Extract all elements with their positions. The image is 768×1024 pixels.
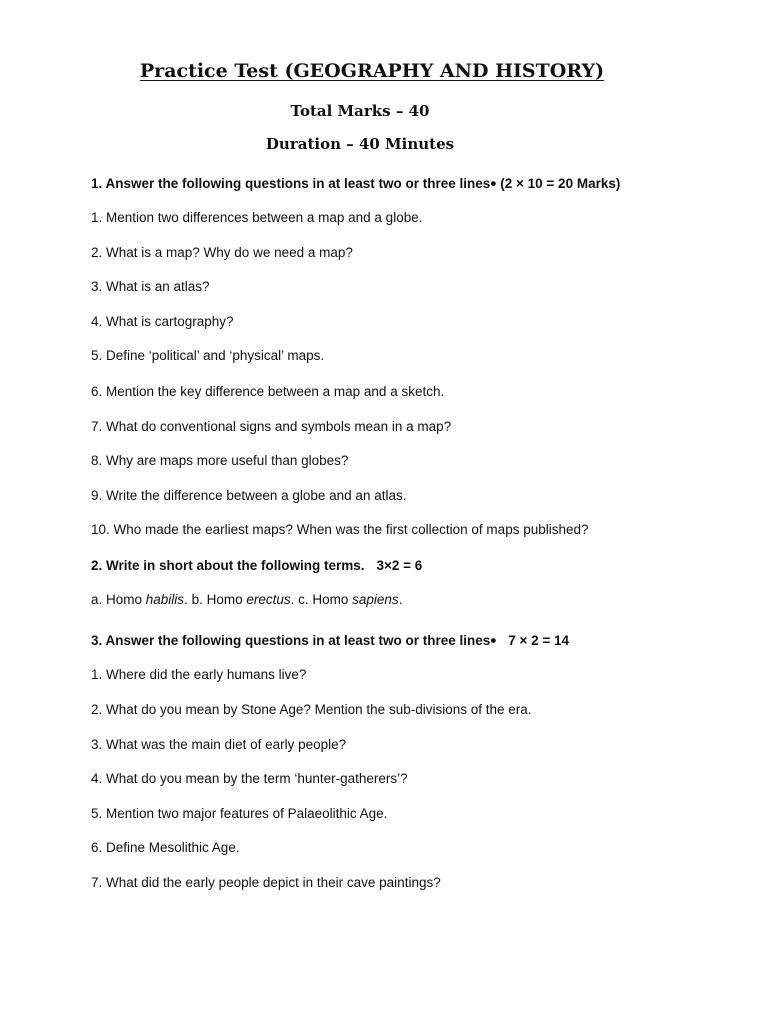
term-prefix: . b. Homo xyxy=(184,592,247,607)
term-habilis: habilis xyxy=(145,592,185,607)
question-item: 2. What is a map? Why do we need a map? xyxy=(91,245,353,260)
question-item: 5. Define ‘political’ and ‘physical’ maps. xyxy=(91,348,325,363)
question-item: 4. What is cartography? xyxy=(91,314,234,329)
question-item: 7. What did the early people depict in their cave paintings? xyxy=(91,875,441,890)
question-item: 9. Write the difference between a globe and an atlas. xyxy=(91,488,407,503)
section-3-heading xyxy=(91,631,569,648)
question-item: 4. What do you mean by the term ‘hunter-gatherers’? xyxy=(91,771,408,786)
term-prefix: . c. Homo xyxy=(290,592,353,607)
question-item: 8. Why are maps more useful than globes? xyxy=(91,453,349,468)
question-item: 5. Mention two major features of Palaeolithic Age. xyxy=(91,806,388,821)
section-1-marks: (2 × 10 = 20 Marks) xyxy=(500,176,621,191)
section-2-marks: 3×2 = 6 xyxy=(376,558,423,573)
question-item: 2. What do you mean by Stone Age? Mention the sub-divisions of the era. xyxy=(91,702,532,717)
question-item: 6. Define Mesolithic Age. xyxy=(91,840,240,855)
section-1-heading xyxy=(91,174,620,191)
section-1-heading-text: 1. Answer the following questions in at least two or three lines xyxy=(91,176,491,191)
total-marks: Total Marks – 40 xyxy=(290,102,430,120)
term-sapiens: sapiens xyxy=(352,592,399,607)
question-item: 1. Where did the early humans live? xyxy=(91,667,307,682)
term-erectus: erectus xyxy=(246,592,291,607)
section-3-marks: 7 × 2 = 14 xyxy=(508,633,570,648)
page-title: Practice Test (GEOGRAPHY AND HISTORY) xyxy=(139,60,605,82)
bullet-icon: • xyxy=(490,174,497,193)
question-item: 1. Mention two differences between a map and a globe. xyxy=(91,210,423,225)
bullet-icon: • xyxy=(490,631,497,650)
duration: Duration – 40 Minutes xyxy=(265,135,455,153)
section-3-heading-text: 3. Answer the following questions in at least two or three lines xyxy=(91,633,491,648)
section-2-heading-text: 2. Write in short about the following terms. xyxy=(91,558,365,573)
question-item: 7. What do conventional signs and symbols mean in a map? xyxy=(91,419,452,434)
terms-line xyxy=(91,592,402,607)
section-2-heading xyxy=(91,558,422,573)
term-prefix: a. Homo xyxy=(91,592,146,607)
question-item: 6. Mention the key difference between a map and a sketch. xyxy=(91,384,445,399)
question-item: 10. Who made the earliest maps? When was the first collection of maps published? xyxy=(91,522,589,537)
question-item: 3. What is an atlas? xyxy=(91,279,210,294)
term-end: . xyxy=(398,592,403,607)
question-item: 3. What was the main diet of early people? xyxy=(91,737,347,752)
